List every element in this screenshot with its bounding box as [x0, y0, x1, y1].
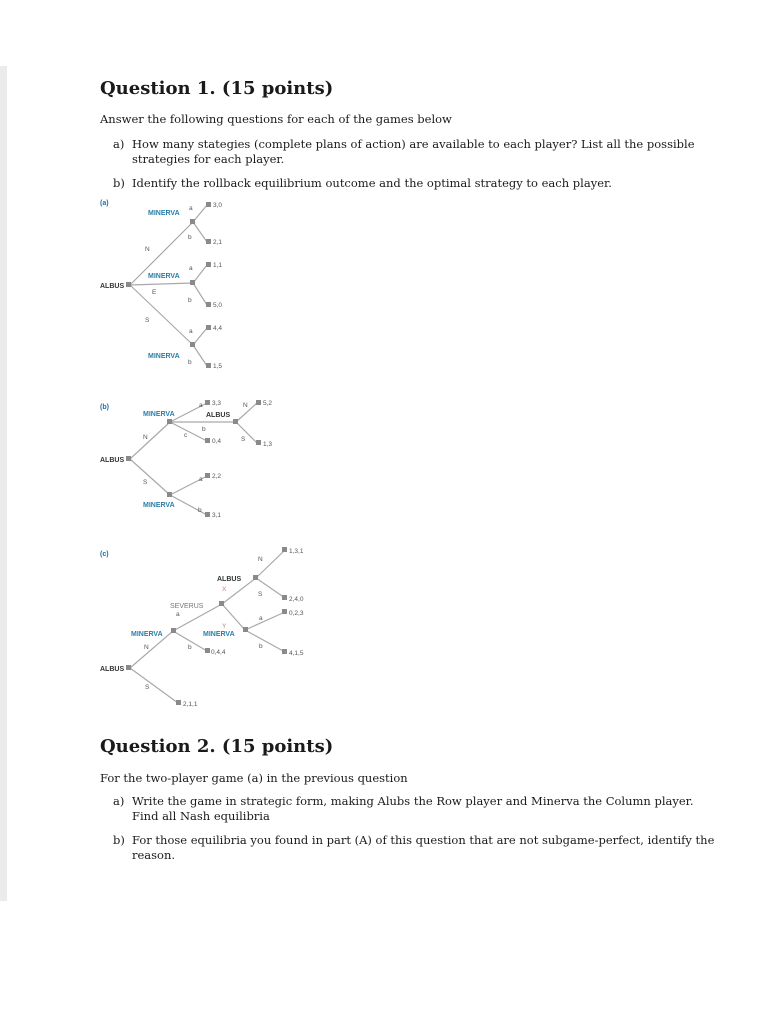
question-1-title: Question 1. (15 points): [100, 78, 334, 99]
payoff: 3,0: [213, 202, 223, 209]
move-label: b: [188, 234, 192, 241]
item-label: a): [113, 137, 125, 151]
move-label: N: [145, 246, 150, 253]
move-label: a: [259, 615, 263, 622]
payoff: 0,4,4: [211, 649, 226, 656]
panel-label-b: (b): [100, 404, 109, 411]
payoff: 1,1: [213, 262, 223, 269]
payoff: 3,1: [212, 512, 222, 519]
player-albus: ALBUS: [100, 666, 125, 673]
item-text: How many stategies (complete plans of action) are available to each player? List all the possible strategies for each player.: [132, 137, 695, 166]
player-albus: ALBUS: [206, 412, 231, 419]
move-label: b: [259, 643, 263, 650]
move-label: a: [189, 265, 193, 272]
game-tree-c: [100, 547, 304, 708]
move-label: a: [176, 611, 180, 618]
player-albus: ALBUS: [217, 576, 242, 583]
move-label: S: [145, 684, 150, 691]
move-label: a: [189, 328, 193, 335]
payoff: 1,3: [263, 441, 273, 448]
payoff: 2,1,1: [183, 701, 198, 708]
move-label: b: [202, 426, 206, 433]
player-albus: ALBUS: [100, 457, 125, 464]
payoff: 3,3: [212, 400, 222, 407]
move-label: b: [188, 644, 192, 651]
question-2-item-b: [113, 833, 718, 863]
payoff: 2,4,0: [289, 596, 304, 603]
move-label: N: [143, 434, 148, 441]
move-label: N: [243, 402, 248, 409]
game-tree-b: [100, 400, 272, 519]
move-label: a: [199, 476, 203, 483]
move-label: a: [189, 205, 193, 212]
item-label: a): [113, 794, 125, 808]
move-label: E: [152, 289, 157, 296]
player-minerva: MINERVA: [143, 502, 175, 509]
move-label: N: [144, 644, 149, 651]
payoff: 4,4: [213, 325, 223, 332]
item-text: Write the game in strategic form, making Alubs the Row player and Minerva the Column player. Find all Nash equilibria: [132, 794, 694, 823]
move-label: S: [258, 591, 263, 598]
move-label: c: [184, 432, 188, 439]
player-albus: ALBUS: [100, 283, 125, 290]
player-minerva: MINERVA: [148, 273, 180, 280]
question-2-title: Question 2. (15 points): [100, 736, 334, 757]
item-text: Identify the rollback equilibrium outcome and the optimal strategy to each player.: [132, 176, 612, 190]
question-1-intro: Answer the following questions for each of the games below: [100, 112, 452, 126]
move-label: N: [258, 556, 263, 563]
question-2-item-a: [113, 794, 718, 824]
item-label: b): [113, 176, 125, 190]
payoff: 0,4: [212, 438, 222, 445]
payoff: 1,3,1: [289, 548, 304, 555]
move-label: S: [145, 317, 150, 324]
payoff: 2,1: [213, 239, 223, 246]
move-label: S: [241, 436, 246, 443]
panel-label-c: (c): [100, 551, 109, 558]
move-label: X: [222, 586, 227, 593]
payoff: 5,2: [263, 400, 273, 407]
move-label: b: [188, 359, 192, 366]
move-label: b: [198, 507, 202, 514]
item-label: b): [113, 833, 125, 847]
payoff: 1,5: [213, 363, 223, 370]
move-label: a: [199, 402, 203, 409]
move-label: Y: [222, 623, 227, 630]
item-text: For those equilibria you found in part (A) of this question that are not subgame-perfect, identify the reason.: [132, 833, 715, 862]
player-minerva: MINERVA: [143, 411, 175, 418]
player-minerva: MINERVA: [148, 353, 180, 360]
move-label: b: [188, 297, 192, 304]
game-tree-a: [100, 200, 222, 370]
payoff: 5,0: [213, 302, 223, 309]
move-label: S: [143, 479, 148, 486]
question-2-intro: For the two-player game (a) in the previous question: [100, 771, 408, 785]
payoff: 4,1,5: [289, 650, 304, 657]
player-minerva: MINERVA: [131, 631, 163, 638]
payoff: 0,2,3: [289, 610, 304, 617]
payoff: 2,2: [212, 473, 222, 480]
player-severus: SEVERUS: [170, 603, 204, 610]
player-minerva: MINERVA: [148, 210, 180, 217]
player-minerva: MINERVA: [203, 631, 235, 638]
panel-label-a: (a): [100, 200, 109, 207]
